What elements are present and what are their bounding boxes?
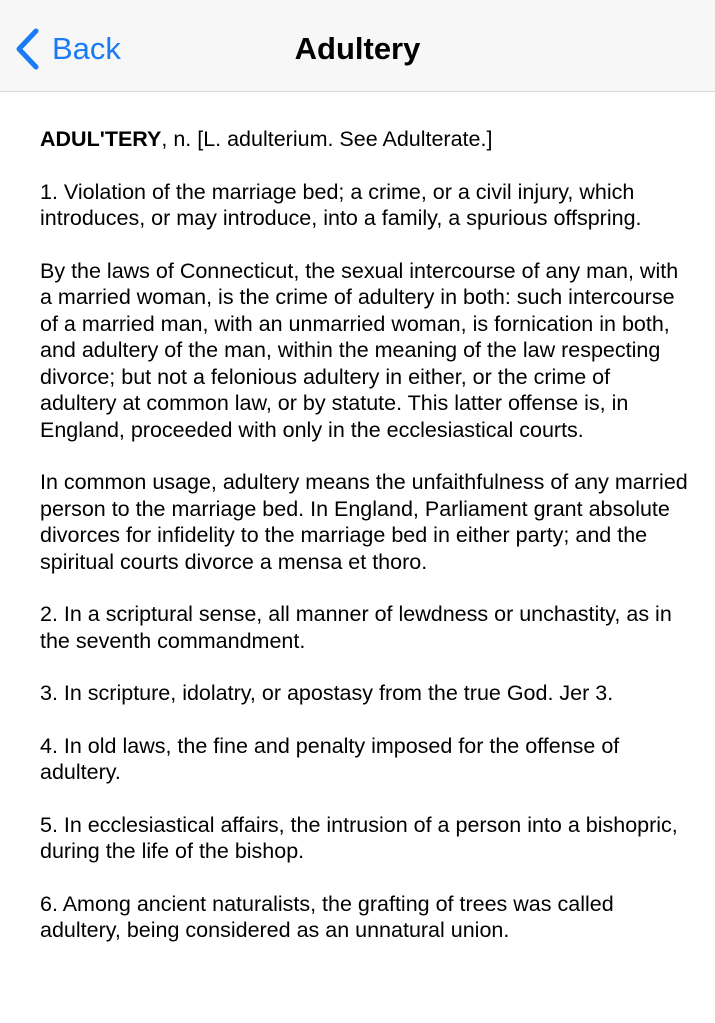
- navigation-bar: [0, 0, 715, 92]
- definition-paragraph: 4. In old laws, the fine and penalty imposed for the offense of adultery.: [40, 733, 620, 784]
- definition-paragraph: In common usage, adultery means the unfaithfulness of any married person to the marriage bed. In England, Parliament grant absolute divorces for infidelity to the marriage bed in either party; and the spiritual courts divorce a mensa et thoro.: [40, 470, 688, 574]
- headword: ADUL'TERY: [40, 127, 162, 151]
- page-title: Adultery: [294, 31, 421, 66]
- definition-paragraph: 3. In scripture, idolatry, or apostasy from the true God. Jer 3.: [40, 681, 614, 705]
- etymology: , n. [L. adulterium. See Adulterate.]: [161, 127, 493, 151]
- definition-paragraph: 6. Among ancient naturalists, the grafting of trees was called adultery, being considered as an unnatural union.: [40, 891, 614, 942]
- definition-content: [40, 126, 690, 970]
- back-label: Back: [52, 31, 121, 66]
- definition-paragraph: By the laws of Connecticut, the sexual intercourse of any man, with a married woman, is the crime of adultery in both: such intercourse of a married man, with an unmarried woman, is fornication in both, and adultery of the man, within the meaning of the law respecting divorce; but not a felonious adultery in either, or the crime of adultery at common law, or by statute. This latter offense is, in England, proceeded with only in the ecclesiastical courts.: [40, 258, 679, 442]
- entry-header: [40, 126, 690, 153]
- definition-paragraph: 1. Violation of the marriage bed; a crime, or a civil injury, which introduces, or may introduce, into a family, a spurious offspring.: [40, 179, 642, 230]
- definition-paragraph: 5. In ecclesiastical affairs, the intrusion of a person into a bishopric, during the life of the bishop.: [40, 812, 678, 863]
- definition-paragraph: 2. In a scriptural sense, all manner of lewdness or unchastity, as in the seventh commandment.: [40, 602, 672, 653]
